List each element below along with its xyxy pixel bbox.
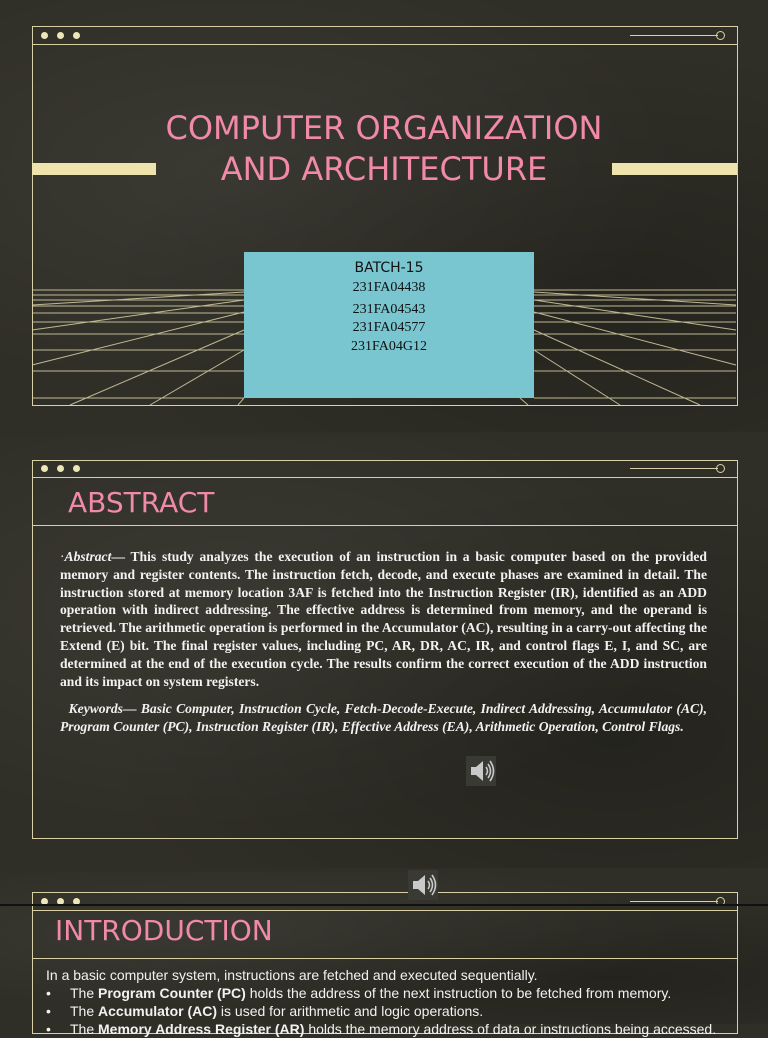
heading-divider: [32, 525, 738, 526]
bullet-post: holds the address of the next instruction to be fetched from memory.: [245, 985, 672, 1001]
slider-track: [630, 468, 718, 469]
list-item: • The Accumulator (AC) is used for arithmetic and logic operations.: [46, 1003, 484, 1019]
speaker-icon[interactable]: [466, 756, 496, 786]
header-divider: [32, 477, 738, 478]
batch-heading: BATCH-15: [354, 260, 424, 276]
window-dot-icon: [57, 465, 64, 472]
keywords-paragraph: [60, 700, 707, 736]
header-divider: [32, 44, 738, 45]
bullet-term: Memory Address Register (AR): [98, 1021, 305, 1037]
abstract-body: [60, 548, 707, 736]
batch-member: 231FA04438: [352, 280, 426, 295]
window-dot-icon: [41, 465, 48, 472]
batch-box: [244, 252, 534, 398]
bullet-pre: The: [70, 985, 99, 1001]
slider-icon: [716, 464, 725, 473]
window-dot-icon: [57, 32, 64, 39]
bullet-term: Accumulator (AC): [98, 1003, 218, 1019]
window-dot-icon: [73, 465, 80, 472]
section-heading: ABSTRACT: [68, 486, 215, 519]
list-item: • The Memory Address Register (AR) holds the memory address of data or instructions being accessed.: [46, 1021, 717, 1037]
keywords-label: Keywords: [68, 701, 123, 717]
batch-member: 231FA04577: [352, 320, 426, 335]
header-divider: [32, 910, 738, 911]
abstract-label: Abstract: [64, 549, 112, 564]
window-dot-icon: [73, 32, 80, 39]
title-line-2: AND ARCHITECTURE: [220, 150, 548, 188]
bullet-term: Program Counter (PC): [98, 985, 246, 1001]
slide-abstract: [0, 436, 768, 868]
heading-divider: [32, 958, 738, 959]
slider-track: [630, 35, 718, 36]
speaker-icon[interactable]: [408, 870, 438, 900]
list-item: • The Program Counter (PC) holds the address of the next instruction to be fetched from memory.: [46, 985, 672, 1001]
bullet-post: holds the memory address of data or instructions being accessed.: [304, 1021, 717, 1037]
slider-icon: [716, 31, 725, 40]
slide-title: [100, 108, 668, 190]
slide-title: [0, 0, 768, 432]
section-heading: INTRODUCTION: [55, 914, 273, 947]
abstract-text: This study analyzes the execution of an instruction in a basic computer based on the provided memory and register contents. The instruction fetch, decode, and execute phases are examined in detail. The instruction stored at memory location 3AF is fetched into the Instruction Register (IR), identified as an ADD operation with indirect addressing. The effective address is determined from memory, and the operand is retrieved. The arithmetic operation is performed in the Accumulator (AC), resulting in a carry-out affecting the Extend (E) bit. The final register values, including PC, AR, DR, AC, IR, and control flags E, I, and SC, are determined at the end of the execution cycle. The results confirm the correct execution of the ADD instruction and its impact on system registers.: [60, 549, 707, 689]
bullet-pre: The: [70, 1003, 99, 1019]
abstract-dash: —: [111, 549, 125, 564]
batch-member: 231FA04543: [352, 302, 426, 317]
intro-body: [46, 966, 736, 1038]
slide-introduction: [0, 872, 768, 1037]
page-divider-line: [0, 904, 768, 906]
slider-track: [630, 901, 718, 902]
bullet-pre: The: [70, 1021, 99, 1037]
window-dot-icon: [41, 32, 48, 39]
abstract-paragraph: ·Abstract— This study analyzes the execution of an instruction in a basic computer based on the provided memory and register contents. The instruction fetch, decode, and execute phases are examined in detail. The instruction stored at memory location 3AF is fetched into the Instruction Register (IR), identified as an ADD operation with indirect addressing. The effective address is determined from memory, and the operand is retrieved. The arithmetic operation is performed in the Accumulator (AC), resulting in a carry-out affecting the Extend (E) bit. The final register values, including PC, AR, DR, AC, IR, and control flags E, I, and SC, are determined at the end of the execution cycle. The results confirm the correct execution of the ADD instruction and its impact on system registers.: [60, 549, 707, 689]
intro-text: In a basic computer system, instructions are fetched and executed sequentially.: [46, 967, 538, 983]
title-line-1: COMPUTER ORGANIZATION: [165, 109, 603, 147]
batch-member: 231FA04G12: [351, 339, 427, 354]
bullet-post: is used for arithmetic and logic operations.: [217, 1003, 484, 1019]
keywords-text: — Basic Computer, Instruction Cycle, Fetch-Decode-Execute, Indirect Addressing, Accumulator (AC), Program Counter (PC), Instruction Register (IR), Effective Address (EA), Arithmetic Operation, Control Flags.: [60, 701, 707, 735]
